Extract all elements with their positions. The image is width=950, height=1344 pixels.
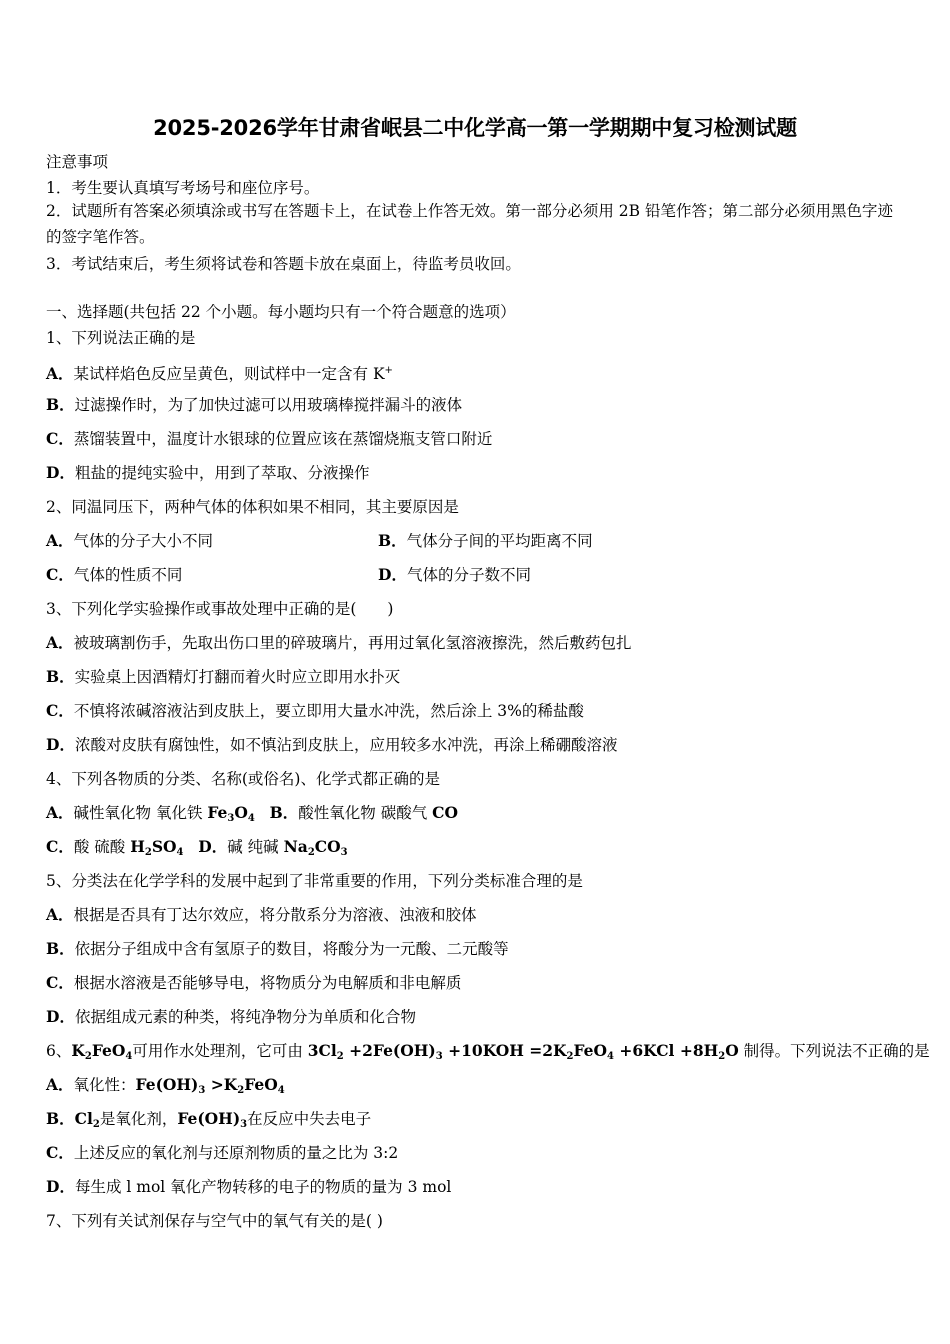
q2-option-b (378, 531, 593, 551)
q4-stem: 4、下列各物质的分类、名称(或俗名)、化学式都正确的是 (46, 770, 440, 788)
option-text: 碱性氧化物 氧化铁 (73, 804, 208, 822)
option-letter: B． (269, 803, 299, 822)
option-letter: A． (46, 364, 74, 383)
option-text: 粗盐的提纯实验中，用到了萃取、分液操作 (74, 464, 370, 482)
option-letter: A． (46, 1075, 74, 1094)
chemical-formula: $Na_2CO_3$ (283, 837, 348, 858)
page-title: 2025-2026学年甘肃省岷县二中化学高一第一学期期中复习检测试题 (153, 116, 797, 140)
q4-option-d (198, 838, 347, 856)
chemical-formula: $Fe(OH)_3$ (177, 1109, 248, 1130)
chemical-equation: $3Cl_2 +2Fe(OH)_3 +10KOH =2K_2FeO_4 +6KCl +8H_2O$ (307, 1041, 739, 1062)
option-letter: A． (46, 803, 74, 822)
q2-options-row-1 (46, 531, 906, 551)
option-letter: B． (46, 667, 75, 686)
option-letter: B． (46, 1109, 75, 1128)
notice-item-3: 3．考试结束后，考生须将试卷和答题卡放在桌面上，待监考员收回。 (46, 255, 521, 273)
q1-stem: 1、下列说法正确的是 (46, 329, 196, 347)
q3-option-c (46, 701, 584, 721)
option-letter: A． (46, 905, 74, 924)
option-text: 依据分子组成中含有氢原子的数目，将酸分为一元酸、二元酸等 (74, 940, 509, 958)
q5-option-b (46, 939, 509, 959)
q3-option-a (46, 633, 632, 653)
chemical-formula: CO (432, 803, 458, 822)
option-text: 每生成 l mol 氧化产物转移的电子的物质的量为 3 mol (74, 1178, 452, 1196)
option-text: 依据组成元素的种类，将纯净物分为单质和化合物 (74, 1008, 416, 1026)
option-text: 浓酸对皮肤有腐蚀性，如不慎沾到皮肤上，应用较多水冲洗，再涂上稀硼酸溶液 (74, 736, 618, 754)
option-letter: B． (46, 395, 75, 414)
option-letter: C． (46, 1143, 74, 1162)
option-text: 过滤操作时，为了加快过滤可以用玻璃棒搅拌漏斗的液体 (74, 396, 463, 414)
chemical-formula: $H_2SO_4$ (130, 837, 184, 858)
q2-option-c (46, 566, 182, 584)
q5-stem: 5、分类法在化学学科的发展中起到了非常重要的作用，下列分类标准合理的是 (46, 872, 583, 890)
option-letter: B． (46, 939, 75, 958)
q7-stem: 7、下列有关试剂保存与空气中的氧气有关的是( ) (46, 1212, 383, 1230)
option-letter: D． (46, 735, 75, 754)
option-letter: C． (46, 565, 74, 584)
q1-option-a (46, 361, 393, 384)
option-text: 气体的性质不同 (73, 566, 183, 584)
chemical-formula: $Fe(OH)_3 >K_2FeO_4$ (135, 1075, 285, 1096)
notice-heading: 注意事项 (46, 153, 109, 171)
q2-stem: 2、同温同压下，两种气体的体积如果不相同，其主要原因是 (46, 498, 459, 516)
option-text: 是氧化剂， (99, 1110, 178, 1128)
q4-option-c (46, 838, 184, 856)
option-text: 氧化性： (73, 1076, 136, 1094)
notice-item-1: 1．考生要认真填写考场号和座位序号。 (46, 179, 320, 197)
chemical-formula: $K_2FeO_4$ (71, 1041, 133, 1062)
option-text: 根据是否具有丁达尔效应，将分散系分为溶液、浊液和胶体 (73, 906, 477, 924)
q3-stem: 3、下列化学实验操作或事故处理中正确的是( ) (46, 600, 394, 618)
q6-option-c (46, 1143, 398, 1163)
q2-option-d (378, 565, 531, 585)
q6-option-b (46, 1109, 371, 1135)
option-text: 气体的分子数不同 (406, 566, 531, 584)
q4-options-row-1 (46, 803, 458, 829)
option-text: 酸性氧化物 碳酸气 (298, 804, 433, 822)
option-letter: C． (46, 837, 74, 856)
option-letter: D． (46, 1177, 75, 1196)
chemical-formula: $Fe_3O_4$ (207, 803, 255, 824)
option-text: 碱 纯碱 (227, 838, 284, 856)
option-text: 气体的分子大小不同 (73, 532, 214, 550)
q6-stem: 6、$K_2FeO_4$可用作水处理剂，它可由 $3Cl_2 +2Fe(OH)_3 +10KOH =2K_2FeO_4 +6KCl +8H_2O$ 制得。下列说法不正确的是 (46, 1041, 930, 1062)
q4-options-row-2 (46, 837, 348, 863)
option-letter: D． (198, 837, 228, 856)
option-text: 根据水溶液是否能够导电，将物质分为电解质和非电解质 (73, 974, 462, 992)
q3-option-b (46, 667, 400, 687)
q1-option-d (46, 463, 369, 483)
option-letter: C． (46, 701, 74, 720)
option-text: 某试样焰色反应呈黄色，则试样中一定含有 K (73, 365, 385, 383)
option-text: 气体分子间的平均距离不同 (406, 532, 593, 550)
option-text: 上述反应的氧化剂与还原剂物质的量之比为 3:2 (73, 1144, 399, 1162)
q4-option-a (46, 804, 255, 822)
q2-options-row-2 (46, 565, 906, 585)
option-text: 不慎将浓碱溶液沾到皮肤上，要立即用大量水冲洗，然后涂上 3%的稀盐酸 (73, 702, 584, 720)
option-letter: A． (46, 633, 74, 652)
option-text: 在反应中失去电子 (247, 1110, 372, 1128)
q4-option-b (270, 804, 458, 822)
option-text: 实验桌上因酒精灯打翻而着火时应立即用水扑灭 (74, 668, 401, 686)
q6-option-d (46, 1177, 451, 1197)
option-text: 酸 硫酸 (73, 838, 131, 856)
q5-option-a (46, 905, 477, 925)
chemical-formula: $Cl_2$ (74, 1109, 100, 1130)
q5-option-d (46, 1007, 416, 1027)
q5-option-c (46, 973, 461, 993)
notice-item-2: 2．试题所有答案必须填涂或书写在答题卡上，在试卷上作答无效。第一部分必须用 2B 铅笔作答；第二部分必须用黑色字迹的签字笔作答。 (46, 202, 893, 246)
q2-option-a (46, 532, 213, 550)
option-letter: C． (46, 973, 74, 992)
option-letter: D． (46, 1007, 75, 1026)
option-text: 被玻璃割伤手，先取出伤口里的碎玻璃片，再用过氧化氢溶液擦洗，然后敷药包扎 (73, 634, 632, 652)
option-letter: B． (378, 531, 407, 550)
section-heading: 一、选择题(共包括 22 个小题。每小题均只有一个符合题意的选项） (46, 303, 516, 321)
q6-option-a (46, 1075, 285, 1101)
option-letter: C． (46, 429, 74, 448)
q3-option-d (46, 735, 617, 755)
option-text: 蒸馏装置中，温度计水银球的位置应该在蒸馏烧瓶支管口附近 (73, 430, 493, 448)
q1-option-b (46, 395, 462, 415)
q1-option-c (46, 429, 492, 449)
option-letter: A． (46, 531, 74, 550)
option-letter: D． (46, 463, 75, 482)
option-letter: D． (378, 565, 407, 584)
superscript: + (384, 365, 393, 376)
